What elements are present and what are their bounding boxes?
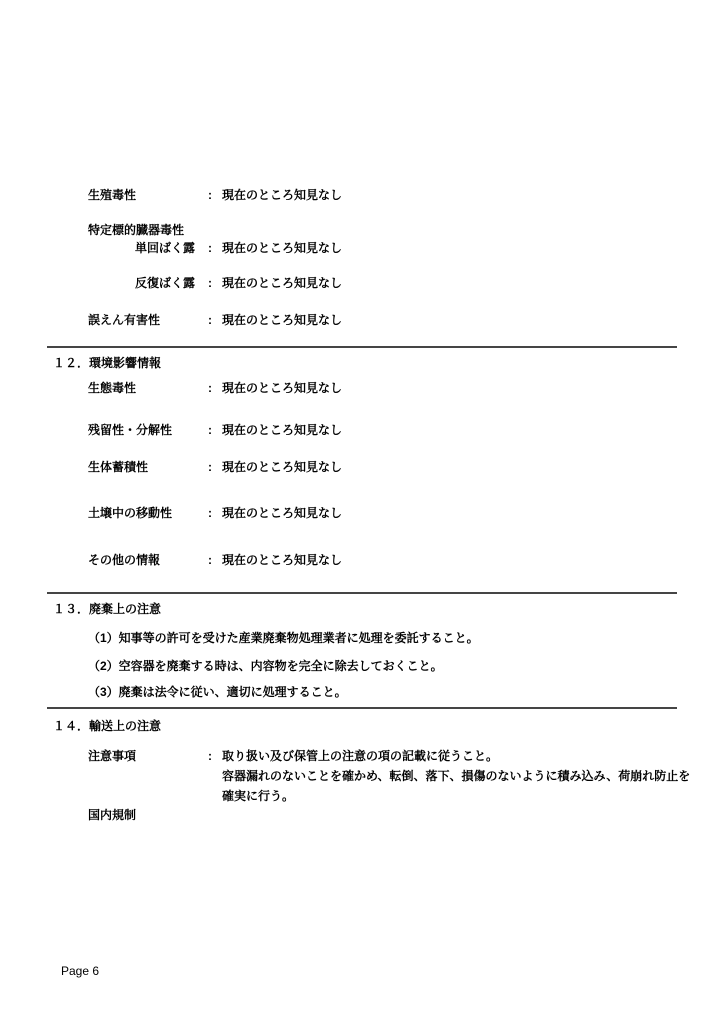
row-repeated-exposure [88,276,342,290]
section-12-title: １２．環境影響情報 [53,356,162,370]
field-label: 生体蓄積性 [88,460,149,474]
row-aspiration-hazard [88,313,342,327]
field-value: 現在のところ知見なし [222,460,343,474]
field-colon: : [208,553,212,567]
field-value: 現在のところ知見なし [222,423,343,437]
field-value: 現在のところ知見なし [222,553,343,567]
field-label: 土壌中の移動性 [88,506,173,520]
section-divider [47,346,677,348]
field-value-multiline [222,746,690,806]
disposal-item-3: （3）廃棄は法令に従い、適切に処理すること。 [88,685,347,699]
section-13-title: １３．廃棄上の注意 [53,602,162,616]
row-reproductive-toxicity [88,188,342,202]
row-persistence-degradability [88,423,342,437]
field-value: 現在のところ知見なし [222,276,343,290]
field-colon: : [208,423,212,437]
field-value: 現在のところ知見なし [222,381,343,395]
precaution-line-1: 取り扱い及び保管上の注意の項の記載に従うこと。 [222,749,499,763]
field-colon: : [208,241,212,255]
field-label: 生態毒性 [88,381,137,395]
row-other-information [88,553,342,567]
row-transport-precautions [88,746,690,806]
field-value: 現在のところ知見なし [222,313,343,327]
field-colon: : [208,506,212,520]
field-value: 現在のところ知見なし [222,506,343,520]
disposal-item-2: （2）空容器を廃棄する時は、内容物を完全に除去しておくこと。 [88,659,443,673]
row-single-exposure [88,241,342,255]
field-colon: : [208,276,212,290]
label-specific-target-organ-toxicity: 特定標的臓器毒性 [88,223,185,237]
field-label: 生殖毒性 [88,188,137,202]
field-colon: : [208,460,212,474]
section-divider [47,707,677,709]
precaution-line-2: 容器漏れのないことを確かめ、転倒、落下、損傷のないように積み込み、荷崩れ防止を [222,769,691,783]
field-value: 現在のところ知見なし [222,241,343,255]
section-14-title: １４．輸送上の注意 [53,719,162,733]
field-colon: : [208,381,212,395]
field-label: その他の情報 [88,553,161,567]
section-divider [47,592,677,594]
field-colon: : [208,188,212,202]
field-label: 注意事項 [88,749,137,763]
row-ecotoxicity [88,381,342,395]
row-bioaccumulation [88,460,342,474]
precaution-line-3: 確実に行う。 [222,789,295,803]
domestic-regulation-label: 国内規制 [88,808,137,822]
field-colon: : [208,313,212,327]
field-value: 現在のところ知見なし [222,188,343,202]
field-label: 反復ばく露 [135,276,196,290]
page-number-footer: Page 6 [61,964,100,978]
row-soil-mobility [88,506,342,520]
field-label: 誤えん有害性 [88,313,161,327]
disposal-item-1: （1）知事等の許可を受けた産業廃棄物処理業者に処理を委託すること。 [88,631,479,645]
field-label: 単回ばく露 [135,241,196,255]
field-label: 残留性・分解性 [88,423,173,437]
field-colon: : [208,749,212,763]
